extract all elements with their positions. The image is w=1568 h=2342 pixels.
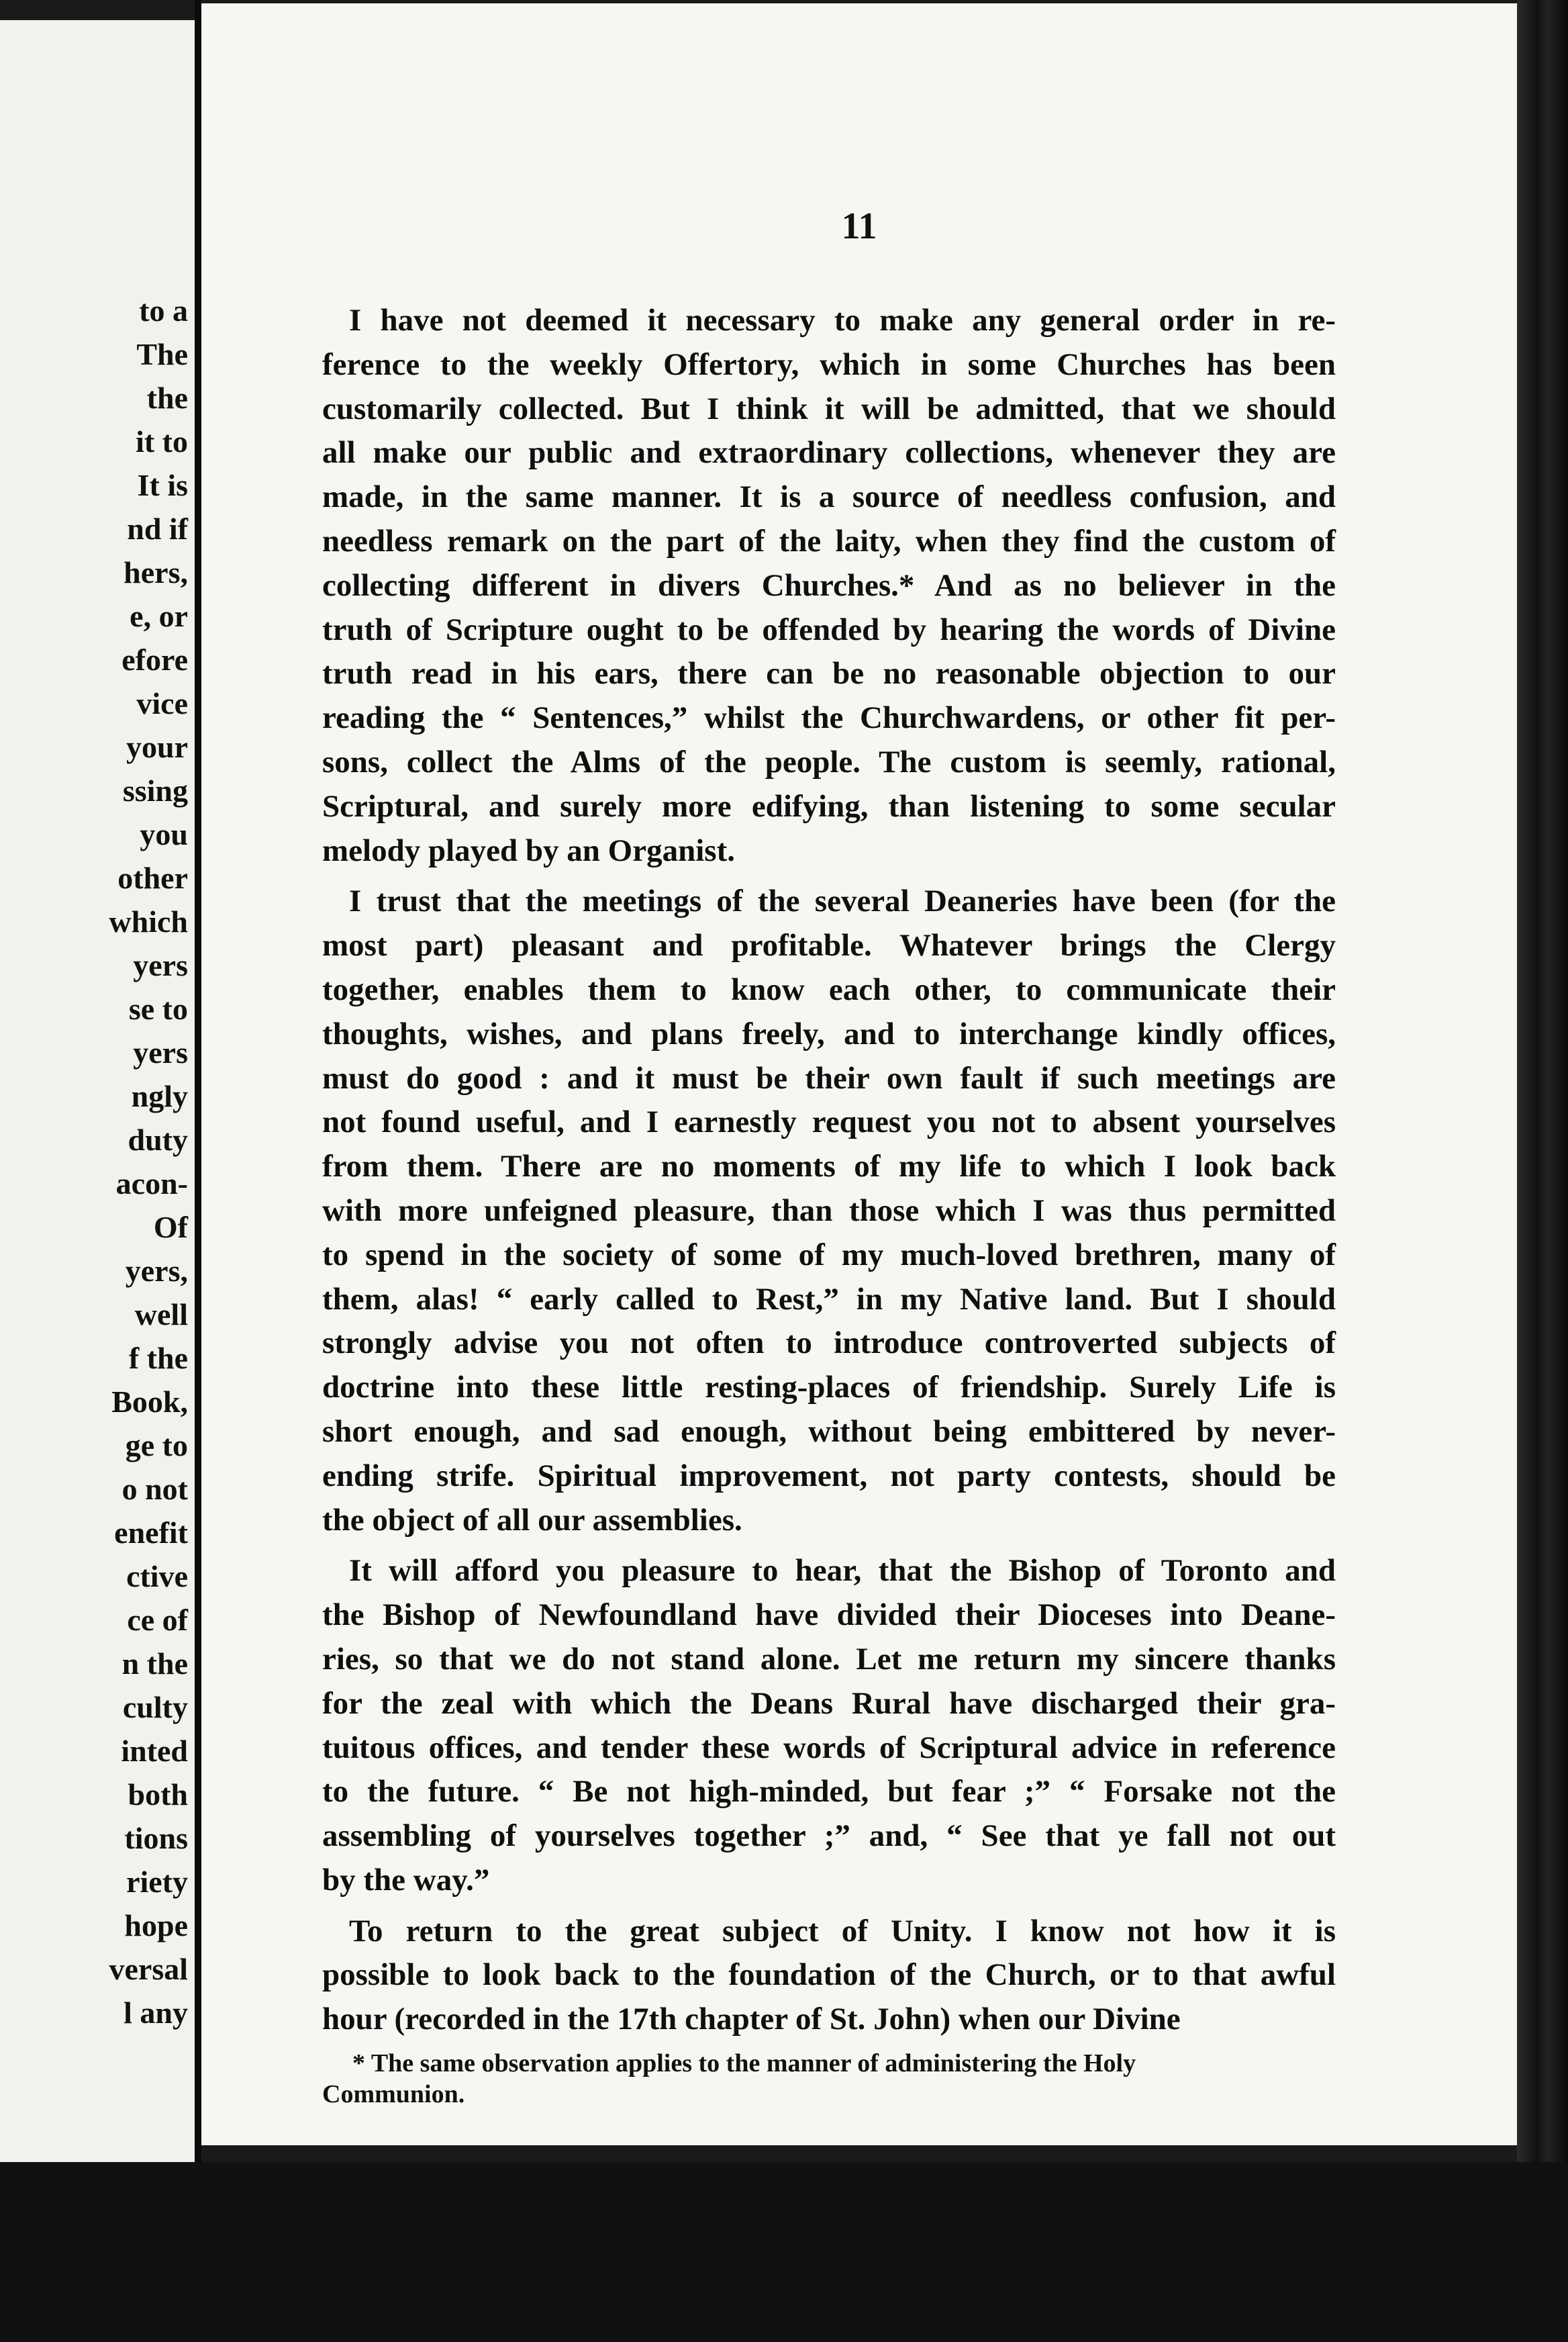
left-fragment-line: yers [133,1035,188,1070]
text-line: thoughts, wishes, and plans freely, and to interchange kindly offices, [322,1016,1336,1051]
left-fragment-line: it to [136,424,188,459]
text-line: must do good : and it must be their own fault if such meetings are [322,1060,1336,1096]
text-line: with more unfeigned pleasure, than those which I was thus permitted [322,1192,1336,1228]
text-line: possible to look back to the foundation of the Church, or to that awful [322,1957,1336,1993]
left-fragment-line: efore [121,643,188,677]
text-line: not found useful, and I earnestly request you not to absent yourselves [322,1105,1336,1140]
left-fragment-line: e, or [130,599,188,633]
text-line: truth read in his ears, there can be no reasonable objection to our [322,656,1336,692]
text-line: needless remark on the part of the laity, when they find the custom of [322,523,1336,559]
left-page-text-fragments [13,289,188,2034]
text-line: sons, collect the Alms of the people. The custom is seemly, rational, [322,744,1336,780]
left-fragment-line: ngly [131,1079,188,1113]
footnote-line: Communion. [322,2080,465,2108]
left-fragment-line: duty [128,1123,188,1157]
text-line: doctrine into these little resting-places of friendship. Surely Life is [322,1370,1336,1405]
book-gutter [195,0,201,2342]
text-line: assembling of yourselves together ;” and, “ See that ye fall not out [322,1818,1336,1854]
text-line: to spend in the society of some of my much-loved brethren, many of [322,1237,1336,1272]
text-line: strongly advise you not often to introduce controverted subjects of [322,1325,1336,1361]
left-fragment-line: o not [121,1472,188,1506]
left-fragment-line: yers, [125,1254,188,1288]
left-fragment-line: which [109,904,188,939]
text-line: ending strife. Spiritual improvement, not party contests, should be [322,1458,1336,1493]
left-fragment-line: Book, [111,1385,188,1419]
left-fragment-line: other [117,861,188,895]
left-fragment-line: ge to [125,1428,188,1462]
left-fragment-line: nd if [127,512,188,546]
scan-background [0,2162,1568,2342]
left-fragment-line: ssing [122,774,188,808]
left-fragment-line: enefit [114,1515,188,1550]
footnote [322,2048,1336,2110]
right-page [201,3,1517,2145]
text-line: I have not deemed it necessary to make any general order in re- [349,303,1336,338]
text-line: by the way.” [322,1862,490,1898]
text-line: the object of all our assemblies. [322,1502,742,1538]
text-line: ference to the weekly Offertory, which in some Churches has been [322,346,1336,382]
text-line: collecting different in divers Churches.* And as no believer in the [322,567,1336,603]
text-line: them, alas! “ early called to Rest,” in my Native land. But I should [322,1281,1336,1317]
left-fragment-line: n the [121,1646,188,1681]
left-fragment-line: l any [124,1996,188,2030]
text-line: melody played by an Organist. [322,833,735,868]
text-line: truth of Scripture ought to be offended by hearing the words of Divine [322,612,1336,647]
text-line: ries, so that we do not stand alone. Let me return my sincere thanks [322,1641,1336,1677]
text-line: made, in the same manner. It is a source of needless confusion, and [322,479,1336,515]
text-line: hour (recorded in the 17th chapter of St. John) when our Divine [322,2002,1181,2037]
left-fragment-line: It is [137,468,188,502]
paragraph-unity [322,1910,1336,2042]
footnote-line: * The same observation applies to the manner of administering the Holy [352,2049,1136,2077]
text-line: Scriptural, and surely more edifying, than listening to some secular [322,788,1336,824]
text-line: It will afford you pleasure to hear, that the Bishop of Toronto and [349,1553,1336,1589]
body-text [322,299,1336,2042]
left-fragment-line: both [128,1777,188,1812]
left-fragment-line: culty [122,1690,188,1724]
text-line: I trust that the meetings of the several Deaneries have been (for the [349,884,1336,919]
text-line: the Bishop of Newfoundland have divided their Dioceses into Deane- [322,1597,1336,1633]
left-fragment-line: tions [124,1821,188,1855]
left-fragment-line: ctive [126,1559,188,1593]
page-edge [1517,0,1568,2342]
paragraph-deaneries [322,880,1336,1542]
text-line: short enough, and sad enough, without being embittered by never- [322,1413,1336,1449]
left-page-fragment [0,20,195,2162]
left-fragment-line: ce of [127,1603,188,1637]
left-fragment-line: hers, [124,555,188,590]
text-line: tuitous offices, and tender these words of Scriptural advice in reference [322,1730,1336,1765]
text-line: most part) pleasant and profitable. Whatever brings the Clergy [322,928,1336,964]
text-line: all make our public and extraordinary collections, whenever they are [322,435,1336,471]
left-fragment-line: hope [124,1908,188,1942]
left-fragment-line: The [136,337,188,371]
left-fragment-line: versal [109,1952,188,1986]
left-fragment-line: f the [128,1341,188,1375]
left-fragment-line: riety [126,1865,188,1899]
left-fragment-line: yers [133,948,188,982]
left-fragment-line: the [146,381,188,415]
text-line: together, enables them to know each other, to communicate their [322,972,1336,1007]
left-fragment-line: se to [128,992,188,1026]
left-fragment-line: your [126,730,188,764]
paragraph-bishops [322,1549,1336,1902]
left-fragment-line: well [134,1297,188,1331]
left-fragment-line: you [140,817,188,851]
left-fragment-line: to a [139,293,188,328]
paragraph-offertory [322,299,1336,873]
left-fragment-line: acon- [115,1166,188,1201]
left-fragment-line: inted [121,1734,188,1768]
text-line: customarily collected. But I think it will be admitted, that we should [322,391,1336,426]
left-fragment-line: vice [136,686,188,720]
left-fragment-line: Of [153,1210,188,1244]
text-line: To return to the great subject of Unity. I know not how it is [349,1913,1336,1949]
text-line: for the zeal with which the Deans Rural have discharged their gra- [322,1685,1336,1721]
text-line: from them. There are no moments of my life to which I look back [322,1149,1336,1184]
text-line: to the future. “ Be not high-minded, but fear ;” “ Forsake not the [322,1774,1336,1810]
text-line: reading the “ Sentences,” whilst the Churchwardens, or other fit per- [322,700,1336,736]
page-number: 11 [841,205,877,247]
